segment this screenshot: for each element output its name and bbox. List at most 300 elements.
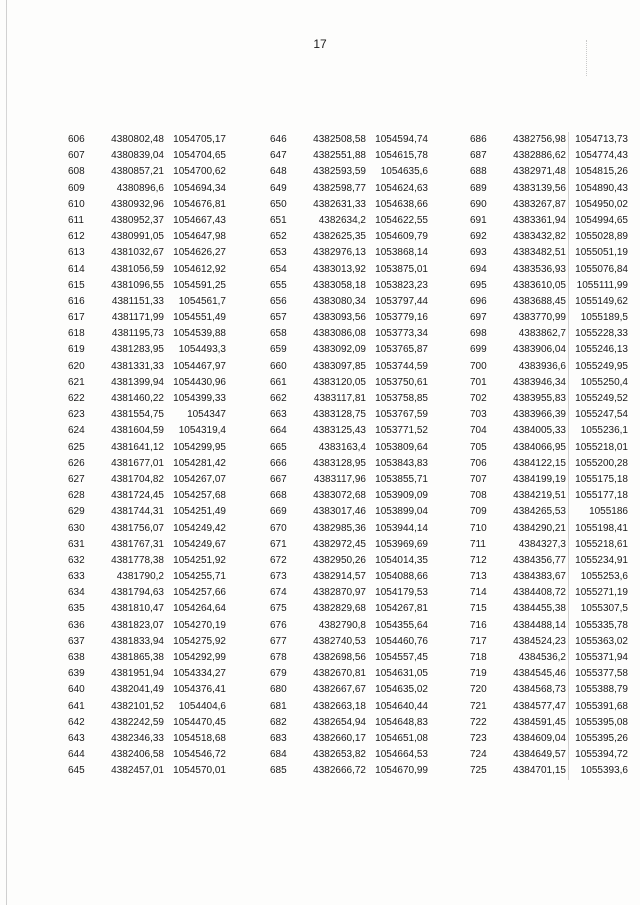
coordinate-row: [470, 229, 640, 245]
point-number: 627: [68, 473, 85, 485]
y-coordinate: 1054667,43: [173, 214, 226, 226]
coordinate-row: [270, 585, 470, 601]
coordinate-row: [270, 148, 470, 164]
x-coordinate: 4384408,72: [513, 587, 566, 599]
point-number: 633: [68, 571, 85, 583]
coordinate-row: [68, 359, 268, 375]
x-coordinate: 4384568,73: [513, 684, 566, 696]
x-coordinate: 4382634,2: [318, 214, 366, 226]
coordinate-row: [270, 553, 470, 569]
coordinate-row: [470, 731, 640, 747]
point-number: 663: [270, 409, 287, 421]
point-number: 699: [470, 344, 487, 356]
point-number: 648: [270, 166, 287, 178]
y-coordinate: 1055186: [589, 506, 628, 518]
x-coordinate: 4384383,67: [513, 571, 566, 583]
y-coordinate: 1055198,41: [575, 522, 628, 534]
y-coordinate: 1054257,66: [173, 587, 226, 599]
x-coordinate: 4381756,07: [111, 522, 164, 534]
point-number: 717: [470, 635, 487, 647]
point-number: 714: [470, 587, 487, 599]
y-coordinate: 1054612,92: [173, 263, 226, 275]
point-number: 612: [68, 231, 85, 243]
y-coordinate: 1054518,68: [173, 732, 226, 744]
coordinate-row: [270, 747, 470, 763]
x-coordinate: 4383770,99: [513, 312, 566, 324]
point-number: 636: [68, 619, 85, 631]
coordinate-row: [470, 181, 640, 197]
x-coordinate: 4384327,3: [518, 538, 566, 550]
point-number: 682: [270, 716, 287, 728]
y-coordinate: 1054704,65: [173, 150, 226, 162]
coordinate-row: [470, 682, 640, 698]
coordinate-row: [270, 229, 470, 245]
x-coordinate: 4384701,15: [513, 765, 566, 777]
x-coordinate: 4383966,39: [513, 409, 566, 421]
y-coordinate: 1055395,08: [575, 716, 628, 728]
coordinate-row: [470, 423, 640, 439]
coordinate-row: [470, 585, 640, 601]
x-coordinate: 4380991,05: [111, 231, 164, 243]
coordinate-row: [68, 310, 268, 326]
coordinate-row: [68, 407, 268, 423]
coordinate-row: [68, 245, 268, 261]
x-coordinate: 4382666,72: [313, 765, 366, 777]
x-coordinate: 4381096,55: [111, 279, 164, 291]
x-coordinate: 4383139,56: [513, 182, 566, 194]
point-number: 625: [68, 441, 85, 453]
coordinate-row: [68, 682, 268, 698]
y-coordinate: 1054591,25: [173, 279, 226, 291]
y-coordinate: 1053797,44: [375, 295, 428, 307]
point-number: 690: [470, 198, 487, 210]
y-coordinate: 1054467,97: [173, 360, 226, 372]
x-coordinate: 4382663,18: [313, 700, 366, 712]
point-number: 613: [68, 247, 85, 259]
point-number: 666: [270, 457, 287, 469]
y-coordinate: 1055228,33: [575, 328, 628, 340]
point-number: 646: [270, 134, 287, 145]
coordinate-row: [68, 763, 268, 779]
x-coordinate: 4380857,21: [111, 166, 164, 178]
coordinate-row: [270, 715, 470, 731]
coordinate-row: [470, 148, 640, 164]
x-coordinate: 4382660,17: [313, 732, 366, 744]
y-coordinate: 1054251,49: [173, 506, 226, 518]
x-coordinate: 4383955,83: [513, 393, 566, 404]
x-coordinate: 4382971,48: [513, 166, 566, 178]
x-coordinate: 4383906,04: [513, 344, 566, 356]
y-coordinate: 1055236,1: [580, 425, 628, 437]
coordinate-row: [270, 262, 470, 278]
coordinate-row: [68, 181, 268, 197]
y-coordinate: 1054088,66: [375, 571, 428, 583]
x-coordinate: 4384649,57: [513, 749, 566, 761]
x-coordinate: 4381151,33: [111, 295, 164, 307]
x-coordinate: 4380896,6: [116, 182, 164, 194]
y-coordinate: 1054470,45: [173, 716, 226, 728]
x-coordinate: 4381790,2: [116, 571, 164, 583]
x-coordinate: 4381865,38: [111, 652, 164, 663]
y-coordinate: 1055371,94: [575, 652, 628, 663]
coordinate-row: [270, 682, 470, 698]
point-number: 623: [68, 409, 85, 421]
y-coordinate: 1053944,14: [375, 522, 428, 534]
y-coordinate: 1054493,3: [178, 344, 226, 356]
point-number: 704: [470, 425, 487, 437]
x-coordinate: 4382667,67: [313, 684, 366, 696]
point-number: 671: [270, 538, 287, 550]
y-coordinate: 1055175,18: [575, 473, 628, 485]
y-coordinate: 1054430,96: [173, 376, 226, 388]
x-coordinate: 4384609,04: [513, 732, 566, 744]
y-coordinate: 1054651,08: [375, 732, 428, 744]
point-number: 657: [270, 312, 287, 324]
coordinate-row: [270, 521, 470, 537]
y-coordinate: 1054694,34: [173, 182, 226, 194]
point-number: 635: [68, 603, 85, 615]
x-coordinate: 4382870,97: [313, 587, 366, 599]
point-number: 676: [270, 619, 287, 631]
point-number: 706: [470, 457, 487, 469]
point-number: 678: [270, 652, 287, 663]
coordinate-row: [68, 504, 268, 520]
y-coordinate: 1055307,5: [580, 603, 628, 615]
y-coordinate: 1053779,16: [375, 312, 428, 324]
x-coordinate: 4382670,81: [313, 668, 366, 680]
x-coordinate: 4381833,94: [111, 635, 164, 647]
y-coordinate: 1053744,59: [375, 360, 428, 372]
point-number: 629: [68, 506, 85, 518]
y-coordinate: 1055271,19: [575, 587, 628, 599]
point-number: 685: [270, 765, 287, 777]
coordinate-row: [68, 456, 268, 472]
coordinate-row: [470, 294, 640, 310]
x-coordinate: 4383267,87: [513, 198, 566, 210]
y-coordinate: 1055249,52: [575, 393, 628, 404]
y-coordinate: 1055395,26: [575, 732, 628, 744]
y-coordinate: 1054622,55: [375, 214, 428, 226]
x-coordinate: 4383097,85: [313, 360, 366, 372]
coordinate-row: [68, 440, 268, 456]
point-number: 643: [68, 732, 85, 744]
y-coordinate: 1053899,04: [375, 506, 428, 518]
x-coordinate: 4382653,82: [313, 749, 366, 761]
y-coordinate: 1054251,92: [173, 554, 226, 566]
x-coordinate: 4382790,8: [318, 619, 366, 631]
y-coordinate: 1054267,81: [375, 603, 428, 615]
point-number: 703: [470, 409, 487, 421]
x-coordinate: 4380932,96: [111, 198, 164, 210]
coordinate-row: [68, 164, 268, 180]
point-number: 631: [68, 538, 85, 550]
x-coordinate: 4383163,4: [318, 441, 366, 453]
point-number: 624: [68, 425, 85, 437]
coordinate-row: [270, 601, 470, 617]
coordinate-row: [470, 310, 640, 326]
y-coordinate: 1053875,01: [375, 263, 428, 275]
y-coordinate: 1054615,78: [375, 150, 428, 162]
y-coordinate: 1054635,02: [375, 684, 428, 696]
x-coordinate: 4381283,95: [111, 344, 164, 356]
x-coordinate: 4383862,7: [518, 328, 566, 340]
coordinate-column-2: [270, 132, 470, 780]
x-coordinate: 4382346,33: [111, 732, 164, 744]
point-number: 720: [470, 684, 487, 696]
point-number: 607: [68, 150, 85, 162]
point-number: 634: [68, 587, 85, 599]
coordinate-row: [470, 132, 640, 148]
x-coordinate: 4381554,75: [111, 409, 164, 421]
y-coordinate: 1054347: [187, 409, 226, 421]
y-coordinate: 1054570,01: [173, 765, 226, 777]
x-coordinate: 4381331,33: [111, 360, 164, 372]
point-number: 700: [470, 360, 487, 372]
point-number: 680: [270, 684, 287, 696]
coordinate-row: [470, 650, 640, 666]
point-number: 611: [68, 214, 84, 226]
x-coordinate: 4384122,15: [513, 457, 566, 469]
point-number: 679: [270, 668, 287, 680]
point-number: 669: [270, 506, 287, 518]
coordinate-row: [470, 262, 640, 278]
x-coordinate: 4381460,22: [111, 393, 164, 404]
coordinate-row: [470, 763, 640, 779]
point-number: 619: [68, 344, 85, 356]
coordinate-row: [270, 326, 470, 342]
y-coordinate: 1054640,44: [375, 700, 428, 712]
coordinate-row: [470, 197, 640, 213]
point-number: 653: [270, 247, 287, 259]
coordinate-row: [68, 197, 268, 213]
point-number: 698: [470, 328, 487, 340]
point-number: 639: [68, 668, 85, 680]
x-coordinate: 4382508,58: [313, 134, 366, 145]
y-coordinate: 1055177,18: [575, 490, 628, 502]
x-coordinate: 4383125,43: [313, 425, 366, 437]
coordinate-row: [68, 585, 268, 601]
x-coordinate: 4382985,36: [313, 522, 366, 534]
y-coordinate: 1054635,6: [380, 166, 428, 178]
coordinate-row: [68, 148, 268, 164]
point-number: 722: [470, 716, 487, 728]
coordinate-row: [68, 634, 268, 650]
coordinate-row: [68, 731, 268, 747]
x-coordinate: 4383117,96: [313, 473, 366, 485]
y-coordinate: 1055028,89: [575, 231, 628, 243]
y-coordinate: 1055394,72: [575, 749, 628, 761]
y-coordinate: 1054624,63: [375, 182, 428, 194]
point-number: 632: [68, 554, 85, 566]
coordinate-row: [270, 731, 470, 747]
x-coordinate: 4381823,07: [111, 619, 164, 631]
x-coordinate: 4382625,35: [313, 231, 366, 243]
y-coordinate: 1053855,71: [375, 473, 428, 485]
x-coordinate: 4382698,56: [313, 652, 366, 663]
y-coordinate: 1055218,01: [575, 441, 628, 453]
point-number: 618: [68, 328, 85, 340]
x-coordinate: 4384199,19: [513, 473, 566, 485]
y-coordinate: 1054713,73: [575, 134, 628, 145]
point-number: 712: [470, 554, 487, 566]
coordinate-row: [270, 164, 470, 180]
coordinate-row: [470, 456, 640, 472]
point-number: 645: [68, 765, 85, 777]
coordinate-row: [270, 699, 470, 715]
coordinate-row: [270, 666, 470, 682]
x-coordinate: 4381951,94: [111, 668, 164, 680]
x-coordinate: 4382756,98: [513, 134, 566, 145]
coordinate-row: [270, 197, 470, 213]
x-coordinate: 4383610,05: [513, 279, 566, 291]
y-coordinate: 1055076,84: [575, 263, 628, 275]
point-number: 723: [470, 732, 487, 744]
coordinate-row: [270, 488, 470, 504]
point-number: 656: [270, 295, 287, 307]
x-coordinate: 4381778,38: [111, 554, 164, 566]
coordinate-row: [470, 504, 640, 520]
y-coordinate: 1054815,26: [575, 166, 628, 178]
x-coordinate: 4381056,59: [111, 263, 164, 275]
y-coordinate: 1054334,27: [173, 668, 226, 680]
point-number: 620: [68, 360, 85, 372]
y-coordinate: 1053868,14: [375, 247, 428, 259]
coordinate-row: [68, 132, 268, 148]
x-coordinate: 4382972,45: [313, 538, 366, 550]
point-number: 644: [68, 749, 85, 761]
y-coordinate: 1054249,67: [173, 538, 226, 550]
point-number: 608: [68, 166, 85, 178]
x-coordinate: 4383092,09: [313, 344, 366, 356]
y-coordinate: 1053767,59: [375, 409, 428, 421]
coordinate-row: [470, 488, 640, 504]
page-number: 17: [313, 37, 327, 51]
y-coordinate: 1054267,07: [173, 473, 226, 485]
coordinate-row: [68, 375, 268, 391]
y-coordinate: 1055253,6: [580, 571, 628, 583]
y-coordinate: 1055388,79: [575, 684, 628, 696]
coordinate-row: [68, 715, 268, 731]
point-number: 695: [470, 279, 487, 291]
point-number: 689: [470, 182, 487, 194]
point-number: 637: [68, 635, 85, 647]
y-coordinate: 1054557,45: [375, 652, 428, 663]
x-coordinate: 4383482,51: [513, 247, 566, 259]
point-number: 615: [68, 279, 85, 291]
point-number: 606: [68, 134, 85, 145]
x-coordinate: 4383072,68: [313, 490, 366, 502]
point-number: 655: [270, 279, 287, 291]
point-number: 673: [270, 571, 287, 583]
y-coordinate: 1055051,19: [575, 247, 628, 259]
point-number: 716: [470, 619, 487, 631]
y-coordinate: 1055218,61: [575, 538, 628, 550]
x-coordinate: 4381604,59: [111, 425, 164, 437]
coordinate-row: [68, 423, 268, 439]
y-coordinate: 1055335,78: [575, 619, 628, 631]
point-number: 708: [470, 490, 487, 502]
x-coordinate: 4384455,38: [513, 603, 566, 615]
x-coordinate: 4383013,92: [313, 263, 366, 275]
coordinate-row: [470, 618, 640, 634]
coordinate-column-3: [470, 132, 640, 780]
x-coordinate: 4383017,46: [313, 506, 366, 518]
y-coordinate: 1054292,99: [173, 652, 226, 663]
y-coordinate: 1054561,7: [178, 295, 226, 307]
coordinate-row: [270, 650, 470, 666]
y-coordinate: 1054670,99: [375, 765, 428, 777]
x-coordinate: 4384066,95: [513, 441, 566, 453]
x-coordinate: 4382886,62: [513, 150, 566, 162]
coordinate-row: [470, 359, 640, 375]
y-coordinate: 1054626,27: [173, 247, 226, 259]
coordinate-row: [68, 262, 268, 278]
coordinate-row: [68, 521, 268, 537]
coordinate-row: [270, 537, 470, 553]
y-coordinate: 1054647,98: [173, 231, 226, 243]
coordinate-row: [68, 553, 268, 569]
y-coordinate: 1055393,6: [580, 765, 628, 777]
y-coordinate: 1054319,4: [178, 425, 226, 437]
x-coordinate: 4382829,68: [313, 603, 366, 615]
y-coordinate: 1054264,64: [173, 603, 226, 615]
x-coordinate: 4382551,88: [313, 150, 366, 162]
x-coordinate: 4383058,18: [313, 279, 366, 291]
point-number: 658: [270, 328, 287, 340]
coordinate-row: [270, 359, 470, 375]
point-number: 630: [68, 522, 85, 534]
point-number: 688: [470, 166, 487, 178]
x-coordinate: 4384536,2: [518, 652, 566, 663]
coordinate-row: [470, 699, 640, 715]
point-number: 675: [270, 603, 287, 615]
coordinate-row: [470, 391, 640, 407]
point-number: 610: [68, 198, 85, 210]
x-coordinate: 4384577,47: [513, 700, 566, 712]
point-number: 662: [270, 393, 287, 404]
point-number: 649: [270, 182, 287, 194]
x-coordinate: 4384265,53: [513, 506, 566, 518]
y-coordinate: 1055189,5: [580, 312, 628, 324]
y-coordinate: 1054299,95: [173, 441, 226, 453]
y-coordinate: 1055250,4: [580, 376, 628, 388]
y-coordinate: 1054355,64: [375, 619, 428, 631]
y-coordinate: 1054376,41: [173, 684, 226, 696]
coordinate-row: [68, 472, 268, 488]
point-number: 692: [470, 231, 487, 243]
x-coordinate: 4383688,45: [513, 295, 566, 307]
y-coordinate: 1054994,65: [575, 214, 628, 226]
y-coordinate: 1054631,05: [375, 668, 428, 680]
coordinate-row: [68, 326, 268, 342]
x-coordinate: 4384524,23: [513, 635, 566, 647]
coordinate-row: [68, 601, 268, 617]
coordinate-row: [68, 666, 268, 682]
x-coordinate: 4382976,13: [313, 247, 366, 259]
coordinate-row: [68, 537, 268, 553]
x-coordinate: 4384219,51: [513, 490, 566, 502]
y-coordinate: 1055249,95: [575, 360, 628, 372]
point-number: 638: [68, 652, 85, 663]
y-coordinate: 1054594,74: [375, 134, 428, 145]
coordinate-row: [270, 440, 470, 456]
x-coordinate: 4382740,53: [313, 635, 366, 647]
point-number: 670: [270, 522, 287, 534]
coordinate-row: [270, 763, 470, 779]
y-coordinate: 1054257,68: [173, 490, 226, 502]
coordinate-row: [68, 569, 268, 585]
x-coordinate: 4382593,59: [313, 166, 366, 178]
